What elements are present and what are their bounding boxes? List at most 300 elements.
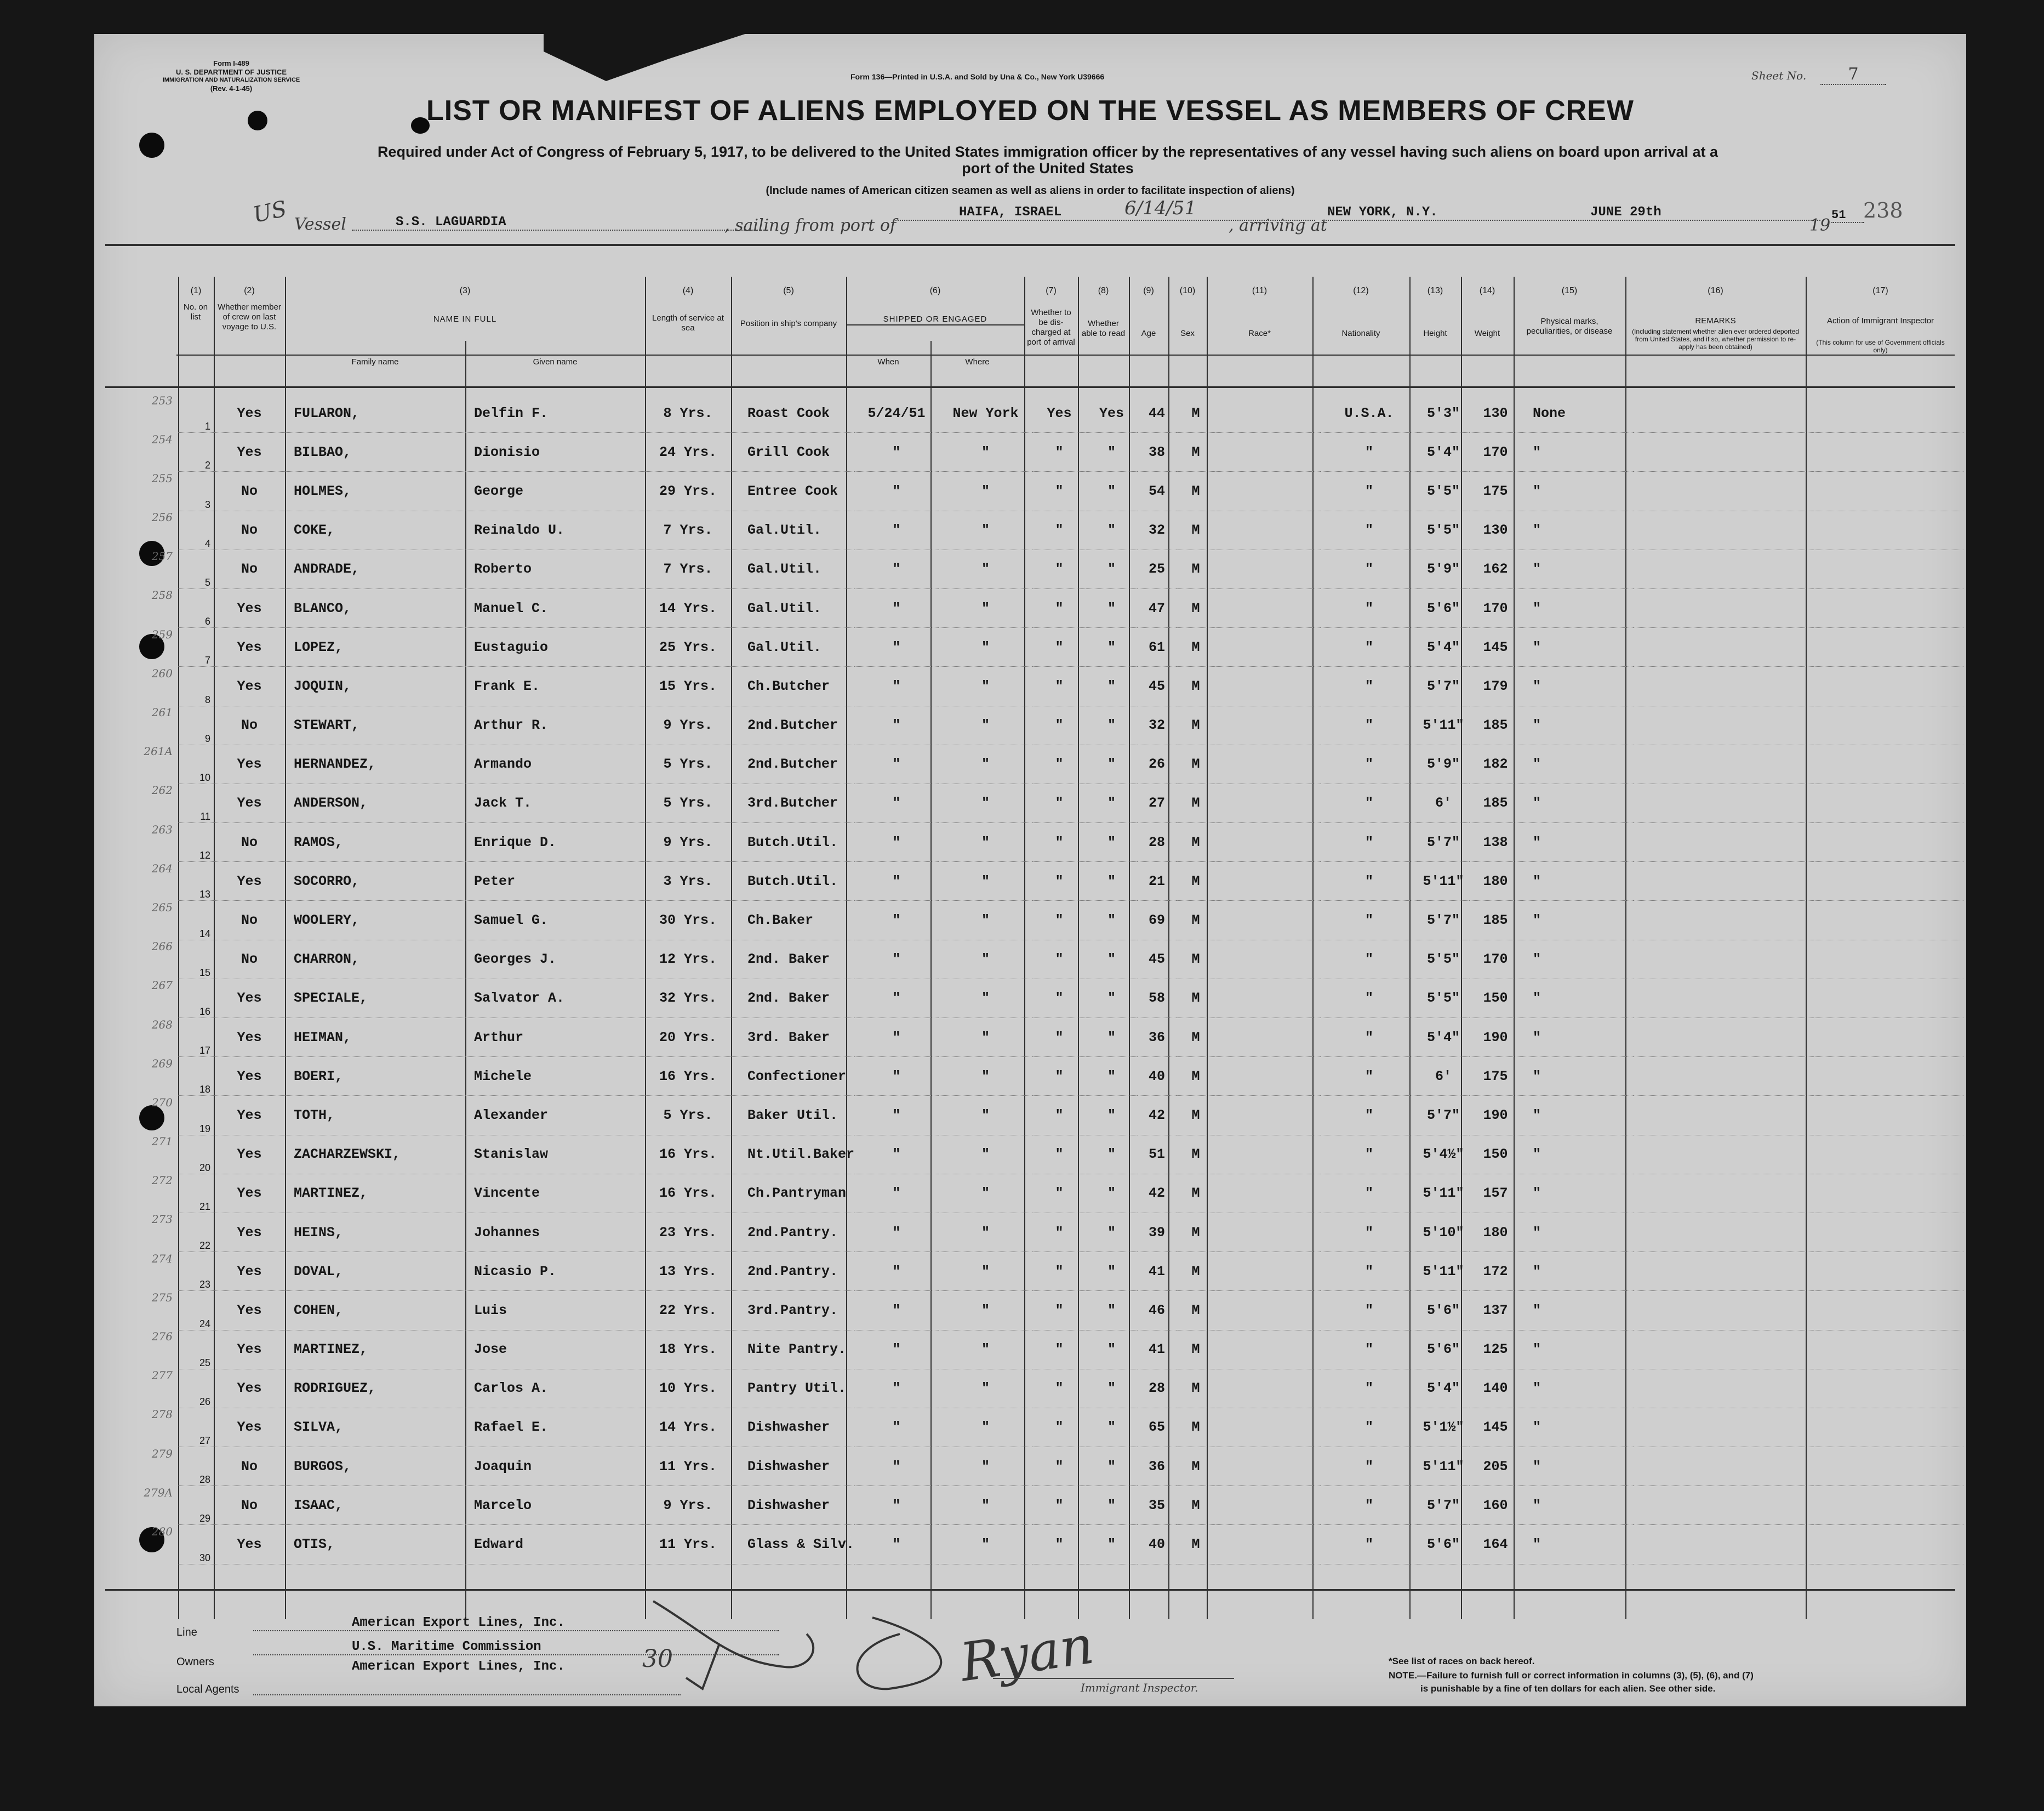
- row-number: 24: [178, 1291, 214, 1330]
- race-cell: [1215, 433, 1321, 472]
- position: 2nd.Butcher: [731, 706, 854, 745]
- sex: M: [1177, 1369, 1215, 1408]
- race-cell: [1215, 1018, 1321, 1057]
- col-num: (5): [783, 286, 794, 295]
- position: Entree Cook: [731, 472, 854, 511]
- sex: M: [1177, 1096, 1215, 1135]
- remarks-cell: [1634, 1447, 1814, 1486]
- sex: M: [1177, 1330, 1215, 1369]
- shipped-where: ": [939, 1291, 1032, 1330]
- paper-tear: [544, 32, 752, 81]
- row-number: 10: [178, 745, 214, 784]
- hdr-length-service: Length of service at sea: [652, 313, 724, 333]
- shipped-when: ": [854, 589, 939, 627]
- race-cell: [1215, 862, 1321, 901]
- family-name: COKE,: [285, 511, 465, 550]
- nationality: ": [1321, 1135, 1418, 1174]
- shipped-where: ": [939, 901, 1032, 940]
- nationality: ": [1321, 979, 1418, 1018]
- physical-marks: ": [1522, 433, 1634, 472]
- able-to-read: ": [1086, 784, 1137, 822]
- hdr-shipped: SHIPPED OR ENGAGED: [883, 315, 987, 324]
- discharged: ": [1032, 901, 1086, 940]
- shipped-where: ": [939, 706, 1032, 745]
- row-number: 4: [178, 511, 214, 550]
- shipped-when: ": [854, 706, 939, 745]
- discharged: ": [1032, 1291, 1086, 1330]
- shipped-where: ": [939, 433, 1032, 472]
- weight: 150: [1469, 979, 1522, 1018]
- race-cell: [1215, 1213, 1321, 1252]
- discharged: ": [1032, 589, 1086, 627]
- hdr-height: Height: [1423, 329, 1447, 338]
- action-cell: [1814, 1525, 1963, 1564]
- row-number: 14: [178, 901, 214, 940]
- able-to-read: ": [1086, 1291, 1137, 1330]
- action-cell: [1814, 1408, 1963, 1447]
- family-name: FULARON,: [285, 394, 465, 433]
- weight: 170: [1469, 940, 1522, 979]
- action-cell: [1814, 901, 1963, 940]
- nationality: ": [1321, 823, 1418, 862]
- family-name: DOVAL,: [285, 1252, 465, 1291]
- action-cell: [1814, 706, 1963, 745]
- given-name: Marcelo: [465, 1486, 645, 1525]
- margin-number: 270: [151, 1095, 173, 1109]
- physical-marks: ": [1522, 901, 1634, 940]
- table-row: [94, 979, 1963, 1018]
- position: Baker Util.: [731, 1096, 854, 1135]
- physical-marks: ": [1522, 784, 1634, 822]
- margin-number: 280: [151, 1524, 173, 1538]
- row-number: 19: [178, 1096, 214, 1135]
- family-name: LOPEZ,: [285, 628, 465, 667]
- remarks-cell: [1634, 1330, 1814, 1369]
- hdr-nationality: Nationality: [1341, 329, 1380, 338]
- margin-number: 256: [151, 511, 173, 524]
- margin-number: 272: [151, 1174, 173, 1187]
- action-cell: [1814, 1213, 1963, 1252]
- table-row: [94, 1408, 1963, 1447]
- shipped-where: ": [939, 1330, 1032, 1369]
- discharged: ": [1032, 940, 1086, 979]
- race-cell: [1215, 1096, 1321, 1135]
- shipped-where: ": [939, 862, 1032, 901]
- nationality: ": [1321, 628, 1418, 667]
- margin-number: 268: [151, 1018, 173, 1031]
- row-number: 20: [178, 1135, 214, 1174]
- crew-last-voyage: Yes: [214, 628, 285, 667]
- family-name: HERNANDEZ,: [285, 745, 465, 784]
- sex: M: [1177, 940, 1215, 979]
- row-number: 25: [178, 1330, 214, 1369]
- weight: 170: [1469, 433, 1522, 472]
- shipped-where: ": [939, 1369, 1032, 1408]
- remarks-cell: [1634, 472, 1814, 511]
- discharged: ": [1032, 706, 1086, 745]
- position: Grill Cook: [731, 433, 854, 472]
- length-of-service: 12 Yrs.: [645, 940, 731, 979]
- shipped-where: ": [939, 784, 1032, 822]
- action-cell: [1814, 550, 1963, 589]
- able-to-read: ": [1086, 1135, 1137, 1174]
- handwritten-date: 6/14/51: [1124, 197, 1197, 219]
- signature-line: [993, 1678, 1234, 1679]
- weight: 190: [1469, 1018, 1522, 1057]
- margin-number: 261A: [144, 745, 173, 758]
- nationality: ": [1321, 1291, 1418, 1330]
- crew-last-voyage: Yes: [214, 1174, 285, 1213]
- nationality: U.S.A.: [1321, 394, 1418, 433]
- crew-last-voyage: Yes: [214, 1369, 285, 1408]
- physical-marks: ": [1522, 1525, 1634, 1564]
- action-cell: [1814, 1330, 1963, 1369]
- given-name: Samuel G.: [465, 901, 645, 940]
- height: 5'5": [1418, 940, 1469, 979]
- vessel-note: US: [250, 196, 289, 228]
- requirement-line-2: port of the United States: [962, 160, 1134, 176]
- height: 5'4": [1418, 1018, 1469, 1057]
- remarks-cell: [1634, 1291, 1814, 1330]
- position: 2nd.Pantry.: [731, 1213, 854, 1252]
- shipped-where: ": [939, 1135, 1032, 1174]
- remarks-cell: [1634, 823, 1814, 862]
- position: 2nd. Baker: [731, 940, 854, 979]
- hdr-remarks: REMARKS: [1695, 316, 1736, 325]
- physical-marks: ": [1522, 1252, 1634, 1291]
- shipped-where: ": [939, 1525, 1032, 1564]
- action-cell: [1814, 589, 1963, 627]
- physical-marks: ": [1522, 1447, 1634, 1486]
- given-name: Peter: [465, 862, 645, 901]
- sex: M: [1177, 1486, 1215, 1525]
- table-row: [94, 706, 1963, 745]
- weight: 180: [1469, 1213, 1522, 1252]
- height: 5'7": [1418, 901, 1469, 940]
- nationality: ": [1321, 667, 1418, 706]
- able-to-read: ": [1086, 433, 1137, 472]
- able-to-read: ": [1086, 1213, 1137, 1252]
- length-of-service: 7 Yrs.: [645, 550, 731, 589]
- family-name: CHARRON,: [285, 940, 465, 979]
- row-number: 30: [178, 1525, 214, 1564]
- discharged: ": [1032, 823, 1086, 862]
- shipped-when: ": [854, 667, 939, 706]
- agents-line: [253, 1694, 681, 1695]
- given-name: George: [465, 472, 645, 511]
- family-name: HEINS,: [285, 1213, 465, 1252]
- weight: 140: [1469, 1369, 1522, 1408]
- shipped-where: ": [939, 1408, 1032, 1447]
- col-num: (17): [1872, 286, 1888, 295]
- margin-number: 273: [151, 1213, 173, 1226]
- weight: 172: [1469, 1252, 1522, 1291]
- action-cell: [1814, 1174, 1963, 1213]
- race-cell: [1215, 1408, 1321, 1447]
- col-num: (11): [1252, 286, 1267, 295]
- margin-number: 265: [151, 900, 173, 914]
- remarks-cell: [1634, 1213, 1814, 1252]
- physical-marks: ": [1522, 1408, 1634, 1447]
- discharged: ": [1032, 550, 1086, 589]
- height: 5'4": [1418, 1369, 1469, 1408]
- row-number: 28: [178, 1447, 214, 1486]
- remarks-cell: [1634, 628, 1814, 667]
- age: 46: [1137, 1291, 1177, 1330]
- col-num: (14): [1479, 286, 1495, 295]
- position: 2nd.Butcher: [731, 745, 854, 784]
- weight: 185: [1469, 901, 1522, 940]
- shipped-where: ": [939, 1213, 1032, 1252]
- table-row: [94, 823, 1963, 862]
- crew-last-voyage: Yes: [214, 1018, 285, 1057]
- family-name: JOQUIN,: [285, 667, 465, 706]
- action-cell: [1814, 667, 1963, 706]
- printer-line: Form 136—Printed in U.S.A. and Sold by Una & Co., New York U39666: [850, 72, 1105, 81]
- height: 6': [1418, 784, 1469, 822]
- table-row: [94, 862, 1963, 901]
- length-of-service: 18 Yrs.: [645, 1330, 731, 1369]
- age: 36: [1137, 1018, 1177, 1057]
- physical-marks: ": [1522, 589, 1634, 627]
- hdr-sex: Sex: [1180, 329, 1195, 338]
- crew-last-voyage: No: [214, 901, 285, 940]
- form-number: Form I-489: [213, 59, 249, 67]
- year-prefix: 19: [1809, 216, 1831, 235]
- action-cell: [1814, 862, 1963, 901]
- race-note: *See list of races on back hereof.: [1389, 1656, 1535, 1666]
- row-number: 13: [178, 862, 214, 901]
- weight: 190: [1469, 1096, 1522, 1135]
- physical-marks: ": [1522, 667, 1634, 706]
- nationality: ": [1321, 745, 1418, 784]
- count-note: 30: [642, 1645, 673, 1673]
- given-name: Jack T.: [465, 784, 645, 822]
- shipped-when: ": [854, 1174, 939, 1213]
- margin-number: 279A: [144, 1486, 173, 1499]
- requirement: [176, 144, 1919, 176]
- discharged: ": [1032, 1135, 1086, 1174]
- position: Dishwasher: [731, 1486, 854, 1525]
- height: 5'9": [1418, 745, 1469, 784]
- action-cell: [1814, 394, 1963, 433]
- able-to-read: ": [1086, 472, 1137, 511]
- length-of-service: 25 Yrs.: [645, 628, 731, 667]
- row-number: 11: [178, 784, 214, 822]
- given-name: Carlos A.: [465, 1369, 645, 1408]
- action-cell: [1814, 1369, 1963, 1408]
- nationality: ": [1321, 1018, 1418, 1057]
- given-name: Arthur: [465, 1018, 645, 1057]
- shipped-when: ": [854, 1018, 939, 1057]
- race-cell: [1215, 1330, 1321, 1369]
- height: 5'10": [1418, 1213, 1469, 1252]
- service: IMMIGRATION AND NATURALIZATION SERVICE: [162, 77, 300, 83]
- remarks-cell: [1634, 979, 1814, 1018]
- race-cell: [1215, 706, 1321, 745]
- table-row: [94, 745, 1963, 784]
- crew-last-voyage: No: [214, 940, 285, 979]
- sex: M: [1177, 823, 1215, 862]
- able-to-read: ": [1086, 1018, 1137, 1057]
- hdr-given-name: Given name: [533, 357, 578, 367]
- row-number: 8: [178, 667, 214, 706]
- height: 5'4½": [1418, 1135, 1469, 1174]
- physical-marks: ": [1522, 940, 1634, 979]
- owners-value-2: American Export Lines, Inc.: [352, 1659, 565, 1674]
- crew-last-voyage: No: [214, 472, 285, 511]
- age: 51: [1137, 1135, 1177, 1174]
- physical-marks: ": [1522, 1291, 1634, 1330]
- age: 45: [1137, 940, 1177, 979]
- length-of-service: 29 Yrs.: [645, 472, 731, 511]
- margin-number: 255: [151, 471, 173, 485]
- able-to-read: ": [1086, 550, 1137, 589]
- crew-last-voyage: Yes: [214, 1330, 285, 1369]
- crew-last-voyage: No: [214, 823, 285, 862]
- given-name: Jose: [465, 1330, 645, 1369]
- length-of-service: 14 Yrs.: [645, 1408, 731, 1447]
- age: 65: [1137, 1408, 1177, 1447]
- age: 32: [1137, 706, 1177, 745]
- table-row: [94, 901, 1963, 940]
- able-to-read: ": [1086, 1525, 1137, 1564]
- height: 5'11": [1418, 1252, 1469, 1291]
- year-suffix: 51: [1831, 208, 1864, 223]
- discharged: ": [1032, 1525, 1086, 1564]
- remarks-cell: [1634, 901, 1814, 940]
- position: Ch.Butcher: [731, 667, 854, 706]
- able-to-read: ": [1086, 940, 1137, 979]
- length-of-service: 9 Yrs.: [645, 1486, 731, 1525]
- table-row: [94, 1174, 1963, 1213]
- age: 25: [1137, 550, 1177, 589]
- margin-number: 253: [151, 394, 173, 407]
- crew-last-voyage: Yes: [214, 745, 285, 784]
- crew-last-voyage: No: [214, 511, 285, 550]
- given-name: Enrique D.: [465, 823, 645, 862]
- hdr-crew-last-voyage: Whether member of crew on last voyage to U.S.: [218, 302, 281, 332]
- physical-marks: ": [1522, 823, 1634, 862]
- discharged: ": [1032, 433, 1086, 472]
- weight: 185: [1469, 784, 1522, 822]
- punch-hole: [139, 133, 164, 158]
- family-name: BURGOS,: [285, 1447, 465, 1486]
- remarks-cell: [1634, 706, 1814, 745]
- crew-last-voyage: Yes: [214, 667, 285, 706]
- length-of-service: 16 Yrs.: [645, 1135, 731, 1174]
- weight: 130: [1469, 394, 1522, 433]
- row-number: 1: [178, 394, 214, 433]
- given-name: Georges J.: [465, 940, 645, 979]
- race-cell: [1215, 940, 1321, 979]
- table-row: [94, 1252, 1963, 1291]
- shipped-when: ": [854, 1408, 939, 1447]
- able-to-read: ": [1086, 1330, 1137, 1369]
- age: 40: [1137, 1525, 1177, 1564]
- sex: M: [1177, 550, 1215, 589]
- shipped-sub-rule: [846, 324, 1024, 325]
- line-value: American Export Lines, Inc.: [253, 1615, 779, 1631]
- remarks-cell: [1634, 784, 1814, 822]
- table-row: [94, 433, 1963, 472]
- remarks-cell: [1634, 1057, 1814, 1096]
- shipped-when: ": [854, 1252, 939, 1291]
- shipped-when: ": [854, 472, 939, 511]
- family-name: STEWART,: [285, 706, 465, 745]
- sex: M: [1177, 667, 1215, 706]
- able-to-read: ": [1086, 862, 1137, 901]
- shipped-when: ": [854, 550, 939, 589]
- given-name: Alexander: [465, 1096, 645, 1135]
- weight: 145: [1469, 1408, 1522, 1447]
- weight: 130: [1469, 511, 1522, 550]
- race-cell: [1215, 1174, 1321, 1213]
- age: 42: [1137, 1096, 1177, 1135]
- position: 2nd. Baker: [731, 979, 854, 1018]
- family-name: SOCORRO,: [285, 862, 465, 901]
- hdr-action: Action of Immigrant Inspector: [1826, 316, 1934, 325]
- col-num: (15): [1561, 286, 1578, 295]
- family-name: OTIS,: [285, 1525, 465, 1564]
- given-name: Luis: [465, 1291, 645, 1330]
- height: 5'11": [1418, 1447, 1469, 1486]
- action-cell: [1814, 1291, 1963, 1330]
- sailing-label: , sailing from port of: [724, 216, 897, 235]
- row-number: 7: [178, 628, 214, 667]
- length-of-service: 23 Yrs.: [645, 1213, 731, 1252]
- shipped-when: ": [854, 433, 939, 472]
- nationality: ": [1321, 1174, 1418, 1213]
- crew-last-voyage: Yes: [214, 1213, 285, 1252]
- weight: 164: [1469, 1525, 1522, 1564]
- crew-last-voyage: No: [214, 1486, 285, 1525]
- header-sub-border: [176, 355, 1955, 356]
- family-name: ANDERSON,: [285, 784, 465, 822]
- shipped-where: ": [939, 589, 1032, 627]
- sex: M: [1177, 511, 1215, 550]
- stamp-number: 238: [1863, 198, 1903, 222]
- port-to: NEW YORK, N.Y.: [1322, 205, 1574, 221]
- margin-number: 260: [151, 666, 173, 680]
- position: Gal.Util.: [731, 628, 854, 667]
- sex: M: [1177, 901, 1215, 940]
- action-cell: [1814, 1057, 1963, 1096]
- manifest-sheet: [94, 34, 1966, 1706]
- row-number: 21: [178, 1174, 214, 1213]
- sex: M: [1177, 589, 1215, 627]
- nationality: ": [1321, 1408, 1418, 1447]
- position: Nite Pantry.: [731, 1330, 854, 1369]
- discharged: ": [1032, 1252, 1086, 1291]
- sex: M: [1177, 745, 1215, 784]
- row-number: 17: [178, 1018, 214, 1057]
- nationality: ": [1321, 1447, 1418, 1486]
- remarks-cell: [1634, 1525, 1814, 1564]
- position: Butch.Util.: [731, 823, 854, 862]
- physical-marks: ": [1522, 1486, 1634, 1525]
- department: U. S. DEPARTMENT OF JUSTICE: [176, 68, 287, 76]
- shipped-where: ": [939, 979, 1032, 1018]
- crew-table: [94, 394, 1963, 1564]
- able-to-read: ": [1086, 1096, 1137, 1135]
- discharged: ": [1032, 979, 1086, 1018]
- action-cell: [1814, 979, 1963, 1018]
- shipped-when: ": [854, 1369, 939, 1408]
- race-cell: [1215, 550, 1321, 589]
- able-to-read: Yes: [1086, 394, 1137, 433]
- height: 5'11": [1418, 706, 1469, 745]
